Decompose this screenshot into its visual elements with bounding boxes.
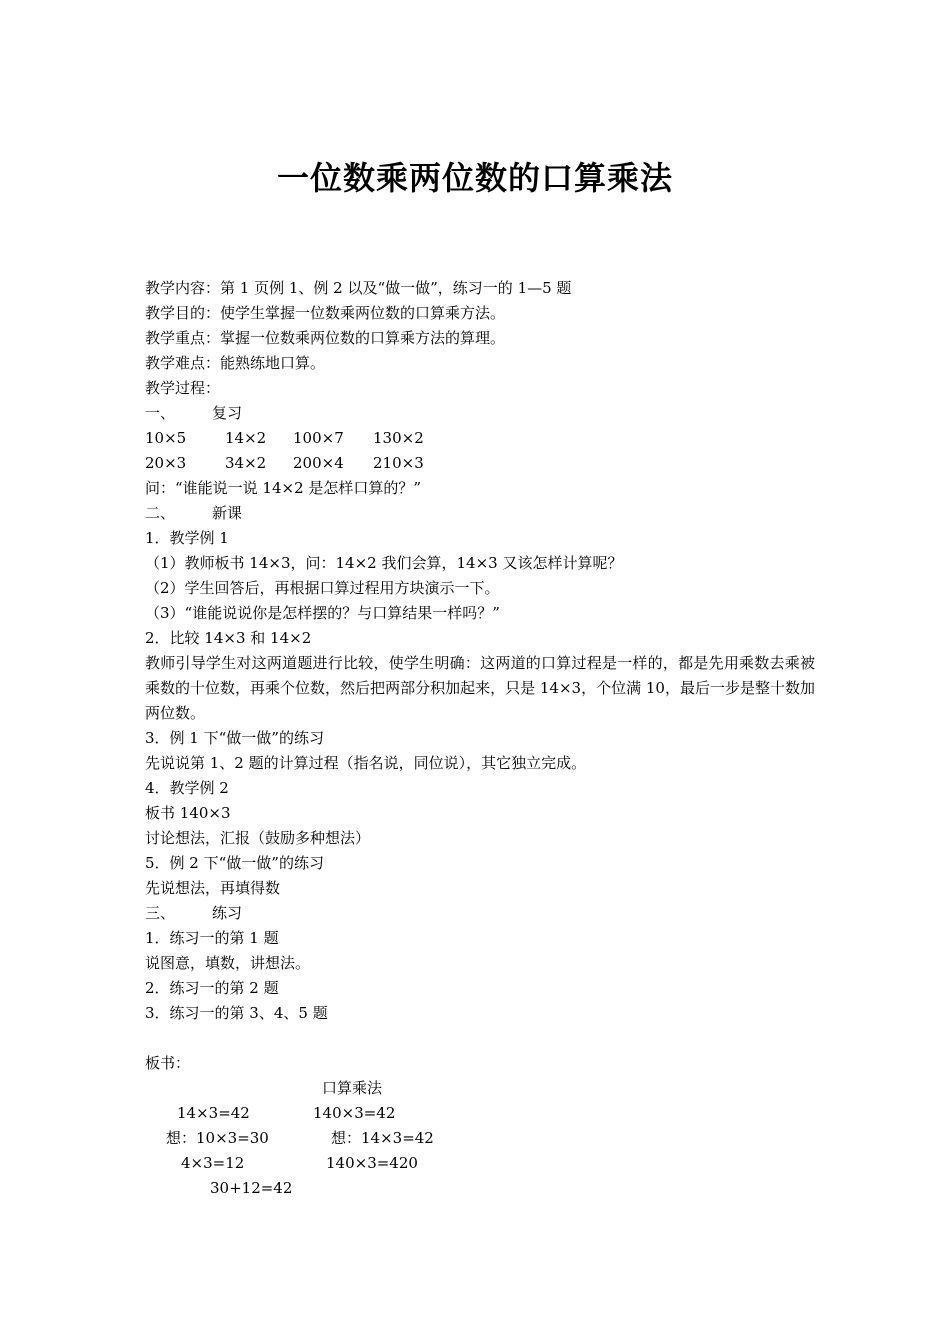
practice-line: 说图意，填数，讲想法。 xyxy=(145,954,311,972)
review-question: 问：“谁能说一说 14×2 是怎样口算的？” xyxy=(145,479,422,497)
review-item: 34×2 xyxy=(225,454,267,472)
lesson-line: 2．比较 14×3 和 14×2 xyxy=(145,629,312,647)
board-heading: 口算乘法 xyxy=(322,1079,383,1097)
review-row xyxy=(145,451,815,476)
blackboard-layout xyxy=(145,1076,815,1201)
review-item: 100×7 xyxy=(293,429,344,447)
board-left-line: 30+12=42 xyxy=(210,1179,293,1197)
lesson-line: 1．教学例 1 xyxy=(145,529,229,547)
teaching-goal: 教学目的：使学生掌握一位数乘两位数的口算乘方法。 xyxy=(145,304,506,322)
review-row xyxy=(145,426,815,451)
teaching-content: 教学内容：第 1 页例 1、例 2 以及“做一做”，练习一的 1—5 题 xyxy=(145,279,572,297)
section-name: 新课 xyxy=(212,504,243,522)
board-right-line: 想：14×3=42 xyxy=(331,1129,434,1147)
teaching-process: 教学过程： xyxy=(145,379,221,397)
lesson-line: 3．例 1 下“做一做”的练习 xyxy=(145,729,324,747)
board-right-line: 140×3=420 xyxy=(326,1154,418,1172)
teaching-key-point: 教学重点：掌握一位数乘两位数的口算乘方法的算理。 xyxy=(145,329,506,347)
lesson-line: （1）教师板书 14×3，问：14×2 我们会算，14×3 又该怎样计算呢？ xyxy=(145,554,623,572)
section-number: 二、 xyxy=(145,504,176,522)
board-label: 板书： xyxy=(145,1054,191,1072)
teaching-difficulty: 教学难点：能熟练地口算。 xyxy=(145,354,326,372)
board-left-line: 14×3=42 xyxy=(177,1104,250,1122)
board-right-line: 140×3=42 xyxy=(313,1104,396,1122)
board-left-line: 4×3=12 xyxy=(181,1154,245,1172)
review-item: 14×2 xyxy=(225,429,267,447)
section-practice-heading xyxy=(145,901,815,926)
board-left-line: 想：10×3=30 xyxy=(166,1129,269,1147)
review-item: 10×5 xyxy=(145,429,187,447)
practice-line: 3．练习一的第 3、4、5 题 xyxy=(145,1004,328,1022)
lesson-line: 讨论想法，汇报（鼓励多种想法） xyxy=(145,829,371,847)
section-number: 三、 xyxy=(145,904,176,922)
review-item: 210×3 xyxy=(373,454,424,472)
lesson-line: （3）“谁能说说你是怎样摆的？与口算结果一样吗？” xyxy=(145,604,500,622)
document-body xyxy=(145,276,815,1201)
blank-line xyxy=(145,1026,815,1051)
review-item: 20×3 xyxy=(145,454,187,472)
lesson-line: 4．教学例 2 xyxy=(145,779,229,797)
practice-line: 1．练习一的第 1 题 xyxy=(145,929,279,947)
lesson-line: 先说想法，再填得数 xyxy=(145,879,281,897)
section-number: 一、 xyxy=(145,404,176,422)
review-item: 200×4 xyxy=(293,454,344,472)
section-new-lesson-heading xyxy=(145,501,815,526)
section-review-heading xyxy=(145,401,815,426)
review-item: 130×2 xyxy=(373,429,424,447)
lesson-line: 板书 140×3 xyxy=(145,804,231,822)
section-name: 复习 xyxy=(212,404,243,422)
section-name: 练习 xyxy=(212,904,243,922)
lesson-paragraph: 教师引导学生对这两道题进行比较，使学生明确：这两道的口算过程是一样的，都是先用乘数去乘被乘数的十位数，再乘个位数，然后把两部分积加起来，只是 14×3，个位满 10，最后一步是整十数加两位数。 xyxy=(145,654,815,722)
lesson-line: 先说说第 1、2 题的计算过程（指名说，同位说），其它独立完成。 xyxy=(145,754,587,772)
document-title: 一位数乘两位数的口算乘法 xyxy=(276,159,673,197)
lesson-line: 5．例 2 下“做一做”的练习 xyxy=(145,854,324,872)
lesson-line: （2）学生回答后，再根据口算过程用方块演示一下。 xyxy=(145,579,500,597)
practice-line: 2．练习一的第 2 题 xyxy=(145,979,279,997)
